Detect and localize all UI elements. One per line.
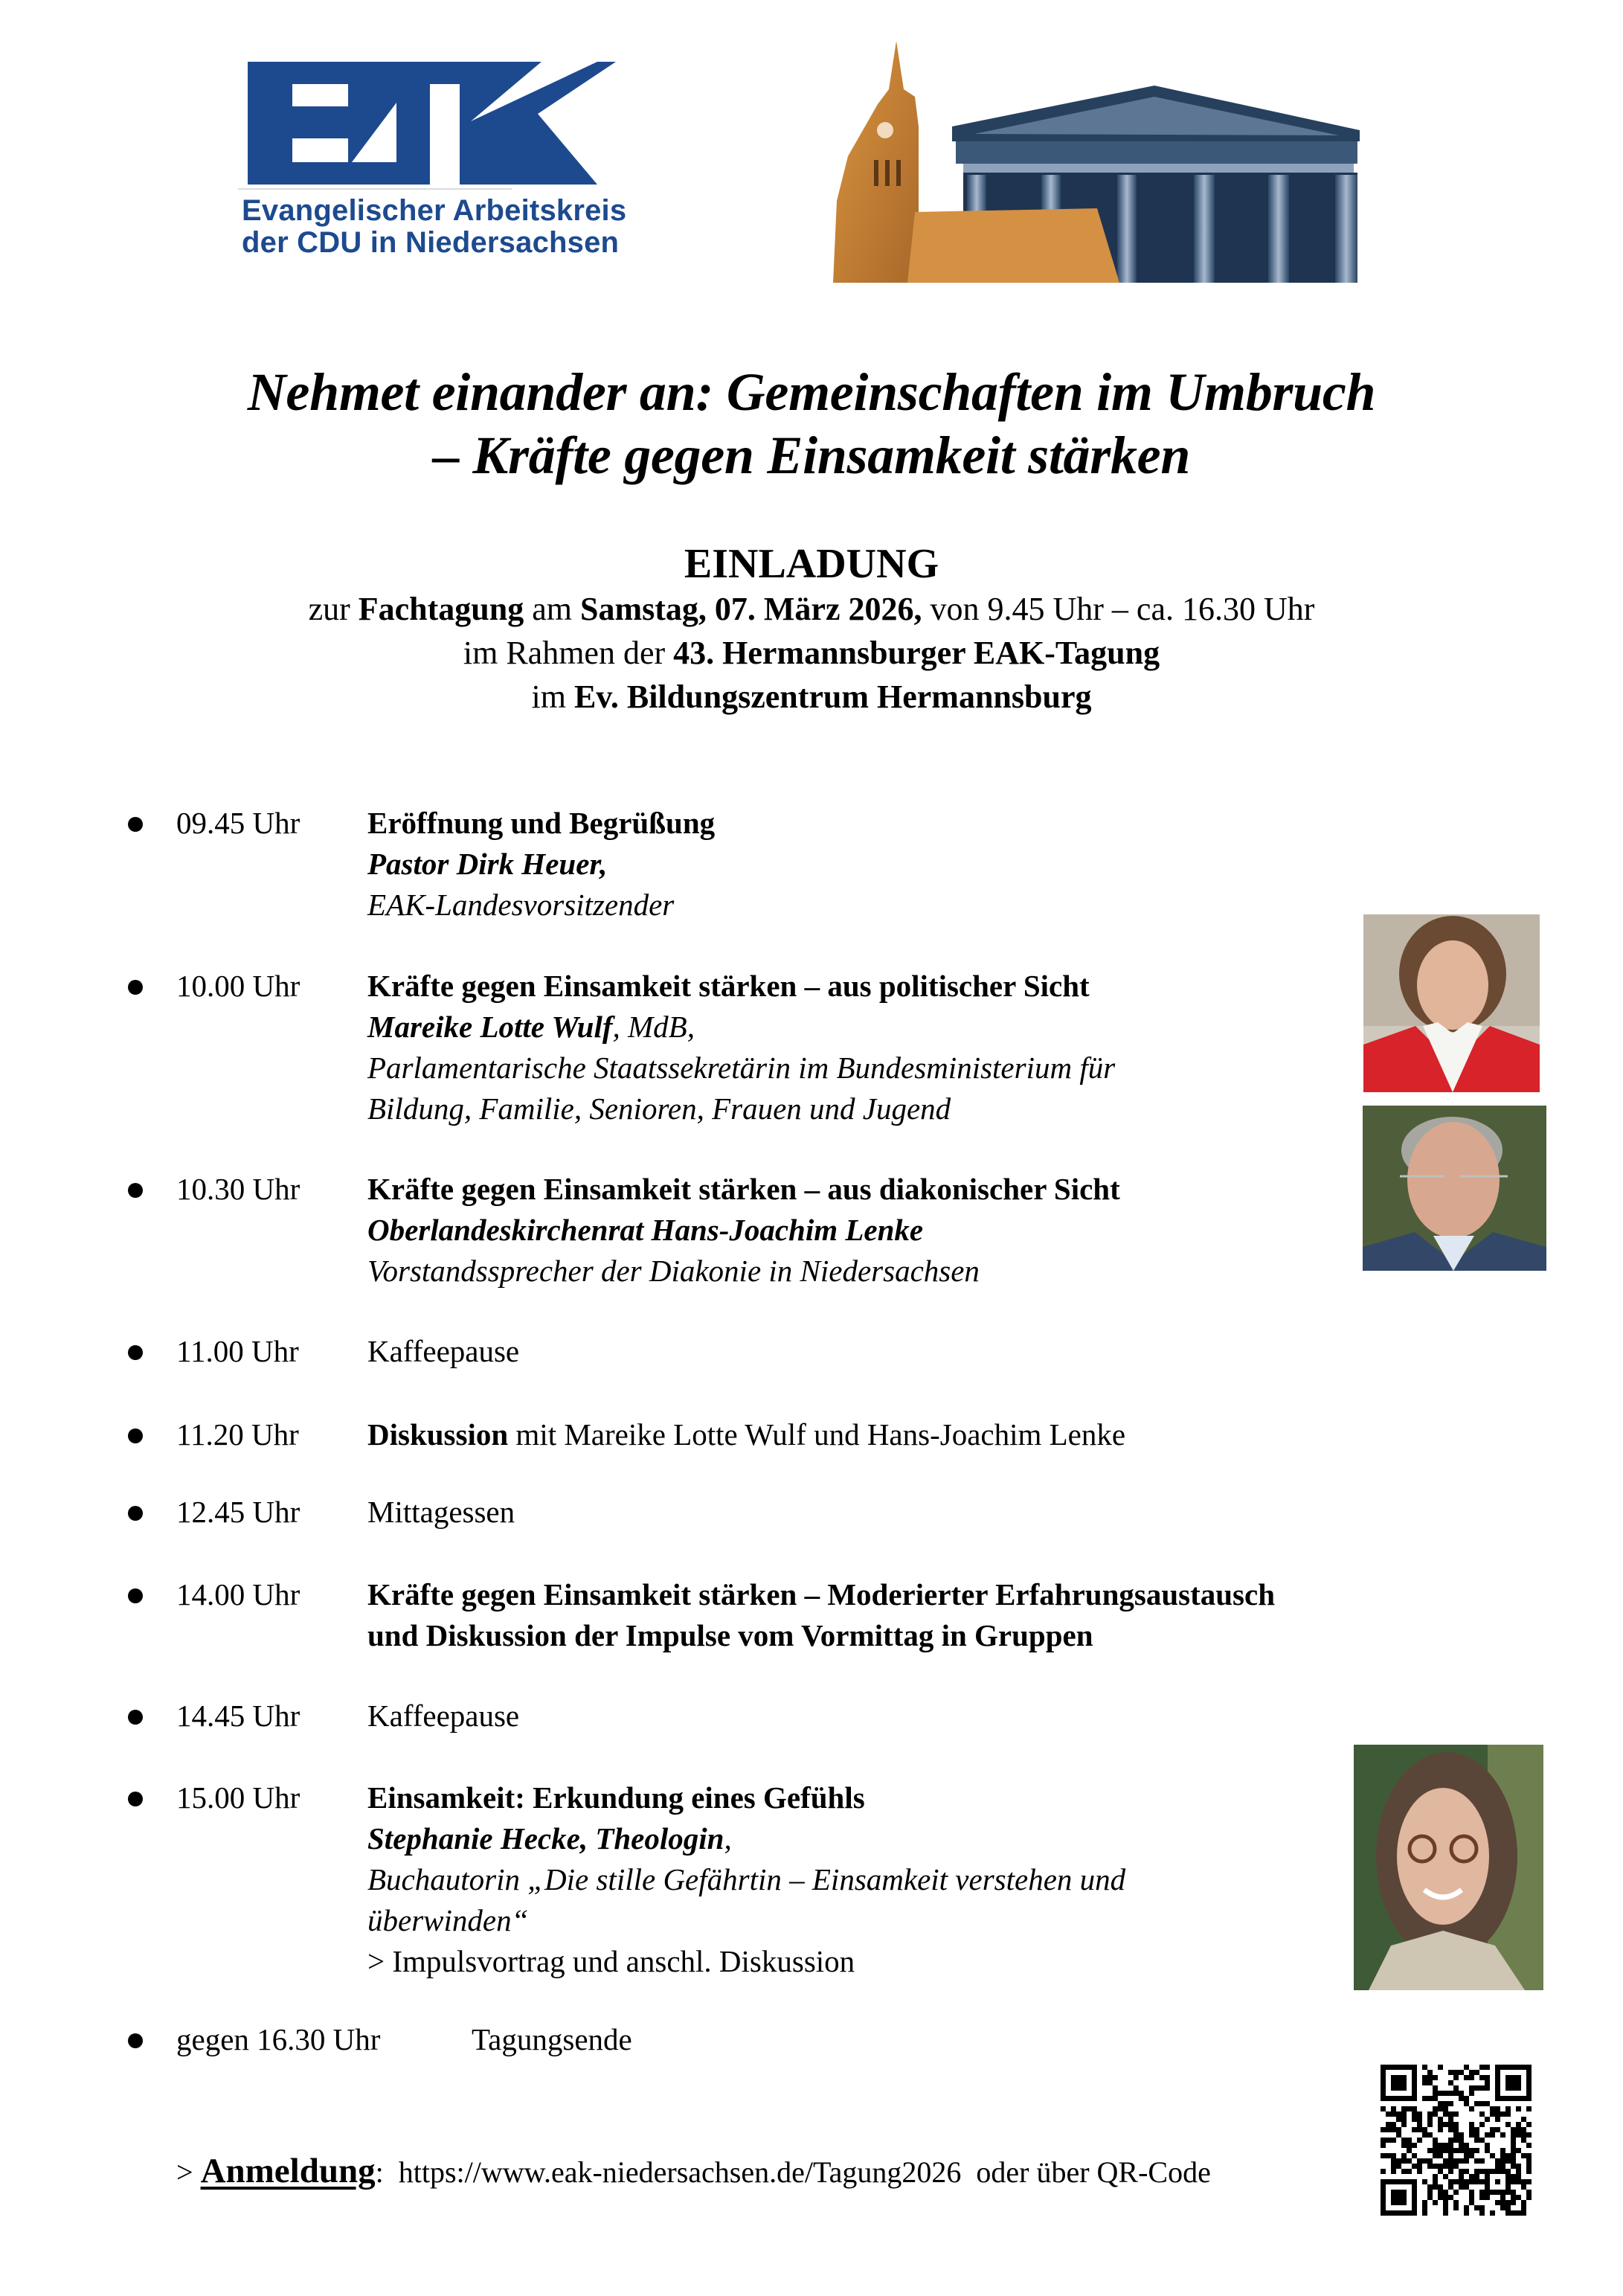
agenda-speaker-role: Parlamentarische Staatssekretärin im Bundesministerium für [367, 1051, 1116, 1085]
text: im Rahmen der [463, 635, 674, 671]
conference-name: 43. Hermannsburger EAK-Tagung [673, 635, 1160, 671]
agenda-title-bold: Diskussion [367, 1417, 509, 1452]
agenda-speaker: Pastor Dirk Heuer, [367, 847, 608, 881]
agenda-time: 10.00 Uhr [176, 969, 301, 1003]
agenda-time: 10.30 Uhr [176, 1172, 301, 1206]
bullet-icon [128, 1428, 143, 1443]
agenda-title-rest: mit Mareike Lotte Wulf und Hans-Joachim Lenke [508, 1417, 1126, 1452]
invitation-venue-line [0, 678, 1623, 716]
text: zur [308, 591, 359, 627]
agenda-note: > Impulsvortrag und anschl. Diskussion [367, 1944, 855, 1978]
logo-subtitle-line1: Evangelischer Arbeitskreis [242, 194, 627, 227]
agenda-time: 15.00 Uhr [176, 1780, 301, 1815]
event-title-line1: Nehmet einander an: Gemeinschaften im Umbruch [247, 362, 1376, 422]
event-time-range: von 9.45 Uhr – ca. 16.30 Uhr [922, 591, 1315, 627]
invitation-date-line [0, 590, 1623, 628]
bullet-icon [128, 1588, 143, 1603]
bullet-icon [128, 2033, 143, 2048]
invitation-heading: EINLADUNG [684, 541, 939, 587]
registration-line [176, 2151, 1211, 2191]
agenda-title: Einsamkeit: Erkundung eines Gefühls [367, 1780, 865, 1815]
agenda-time: 11.20 Uhr [176, 1417, 299, 1452]
logo-divider [238, 188, 512, 190]
event-type: Fachtagung [358, 591, 524, 627]
agenda-time: gegen 16.30 Uhr [176, 2022, 381, 2056]
bullet-icon [128, 1345, 143, 1360]
agenda-time: 09.45 Uhr [176, 806, 301, 840]
agenda-speaker: Mareike Lotte Wulf [367, 1010, 613, 1044]
agenda-speaker-role: Bildung, Familie, Senioren, Frauen und Jugend [367, 1091, 951, 1126]
agenda-time: 11.00 Uhr [176, 1334, 299, 1368]
bullet-icon [128, 1183, 143, 1198]
agenda-title: Mittagessen [367, 1495, 515, 1529]
bullet-icon [128, 817, 143, 832]
agenda-speaker-suffix: , [724, 1821, 732, 1856]
bullet-icon [128, 1710, 143, 1725]
text: am [524, 591, 580, 627]
venue-name: Ev. Bildungszentrum Hermannsburg [573, 679, 1092, 715]
bullet-icon [128, 980, 143, 995]
text: im [531, 679, 574, 715]
portrait-mareike-lotte-wulf [1363, 914, 1540, 1092]
portrait-hans-joachim-lenke [1363, 1106, 1546, 1271]
eak-logo [237, 58, 627, 266]
colon: : [375, 2155, 384, 2189]
event-date: Samstag, 07. März 2026, [580, 591, 922, 627]
agenda-time: 12.45 Uhr [176, 1495, 301, 1529]
agenda-speaker: Stephanie Hecke, Theologin [367, 1821, 724, 1856]
invitation-context-line [0, 634, 1623, 672]
agenda-speaker: Oberlandeskirchenrat Hans-Joachim Lenke [367, 1213, 924, 1247]
agenda-speaker-role: Vorstandssprecher der Diakonie in Niedersachsen [367, 1254, 980, 1288]
agenda-speaker-role: Buchautorin „Die stille Gefährtin – Einsamkeit verstehen und [367, 1862, 1126, 1896]
agenda-title: Kaffeepause [367, 1699, 520, 1733]
agenda-time: 14.00 Uhr [176, 1577, 301, 1612]
portrait-stephanie-hecke [1354, 1745, 1543, 1990]
agenda-title: Kräfte gegen Einsamkeit stärken – Moderierter Erfahrungsaustausch [367, 1577, 1276, 1612]
qr-code[interactable] [1381, 2065, 1532, 2216]
arrow-prefix: > [176, 2155, 201, 2189]
agenda-title: Eröffnung und Begrüßung [367, 806, 716, 840]
agenda-title: Kaffeepause [367, 1334, 520, 1368]
event-title-line2: – Kräfte gegen Einsamkeit stärken [432, 426, 1191, 485]
logo-subtitle-line2: der CDU in Niedersachsen [242, 226, 620, 259]
agenda-title: und Diskussion der Impulse vom Vormittag in Gruppen [367, 1618, 1093, 1652]
registration-label: Anmeldung [200, 2152, 376, 2190]
agenda-speaker-suffix: , MdB, [612, 1010, 695, 1044]
agenda-title: Tagungsende [472, 2022, 632, 2056]
agenda-title: Kräfte gegen Einsamkeit stärken – aus diakonischer Sicht [367, 1172, 1120, 1206]
bullet-icon [128, 1792, 143, 1806]
agenda-title: Kräfte gegen Einsamkeit stärken – aus politischer Sicht [367, 969, 1090, 1003]
church-and-building-image [833, 37, 1436, 283]
bullet-icon [128, 1506, 143, 1521]
registration-alt-text: oder über QR-Code [976, 2155, 1211, 2189]
agenda-speaker-role: EAK-Landesvorsitzender [367, 888, 675, 922]
agenda-time: 14.45 Uhr [176, 1699, 301, 1733]
registration-url-link[interactable]: https://www.eak-niedersachsen.de/Tagung2026 [398, 2155, 962, 2189]
eak-logo-mark [248, 62, 616, 185]
agenda-speaker-role: überwinden“ [367, 1903, 529, 1937]
